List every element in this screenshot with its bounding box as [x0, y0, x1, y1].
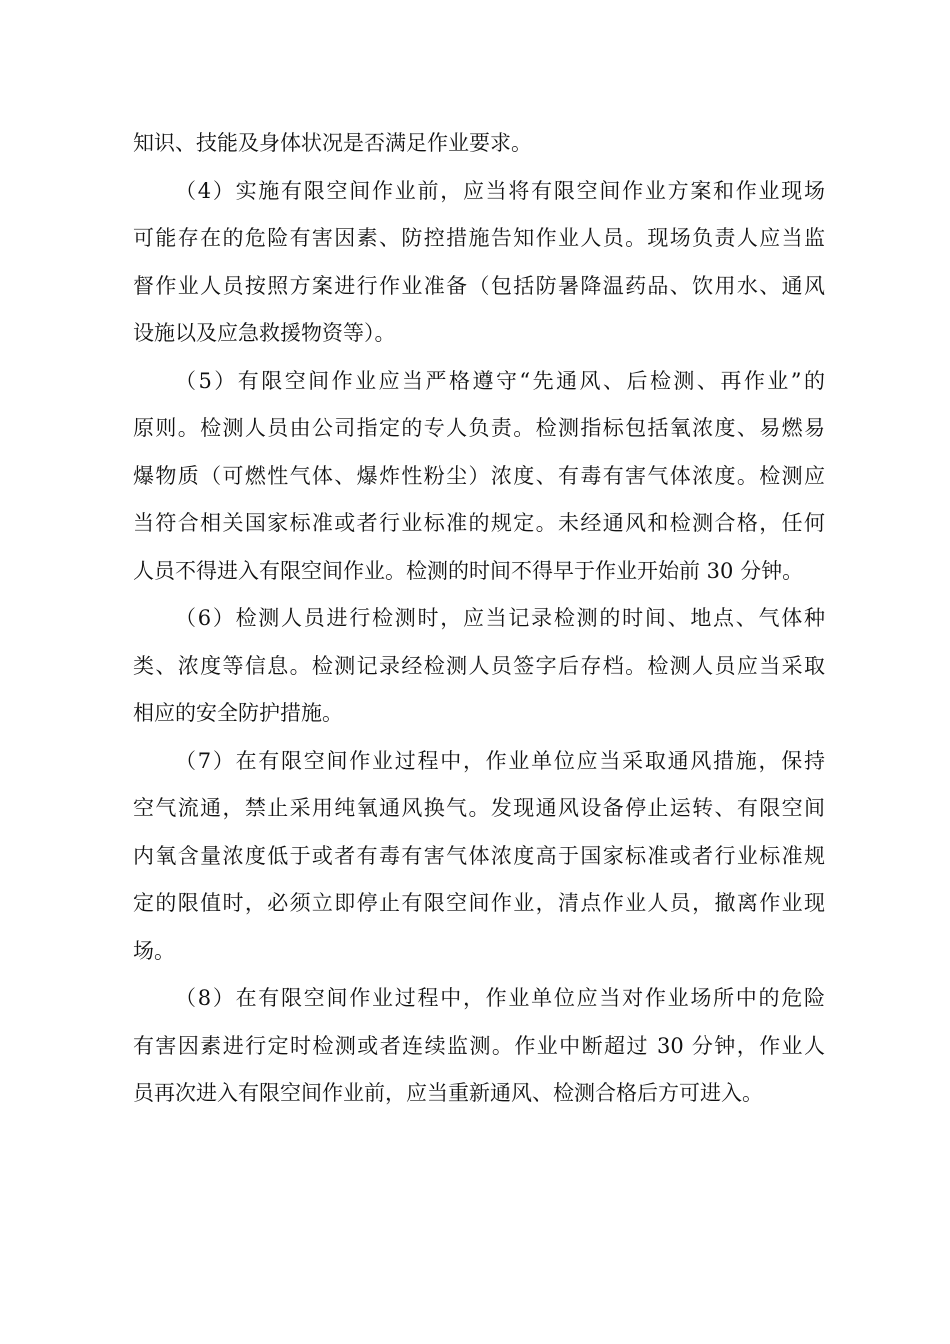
- text-line: 可能存在的危险有害因素、防控措施告知作业人员。现场负责人应当监: [133, 226, 825, 250]
- text-line: 当符合相关国家标准或者行业标准的规定。未经通风和检测合格，任何: [133, 511, 825, 535]
- text-line: 空气流通，禁止采用纯氧通风换气。发现通风设备停止运转、有限空间: [133, 796, 825, 820]
- text-line: 设施以及应急救援物资等）。: [133, 321, 396, 345]
- text-line: （8）在有限空间作业过程中，作业单位应当对作业场所中的危险: [175, 986, 825, 1010]
- text-line: 有害因素进行定时检测或者连续监测。作业中断超过 30 分钟，作业人: [133, 1033, 825, 1058]
- text-line: 人员不得进入有限空间作业。检测的时间不得早于作业开始前 30 分钟。: [133, 558, 804, 583]
- text-line: 原则。检测人员由公司指定的专人负责。检测指标包括氧浓度、易燃易: [133, 416, 825, 440]
- text-line: （4）实施有限空间作业前，应当将有限空间作业方案和作业现场: [175, 178, 825, 203]
- body-text: [133, 120, 825, 1118]
- text-line: （7）在有限空间作业过程中，作业单位应当采取通风措施，保持: [175, 748, 825, 773]
- text-line: 内氧含量浓度低于或者有毒有害气体浓度高于国家标准或者行业标准规: [133, 843, 825, 868]
- text-line: （6）检测人员进行检测时，应当记录检测的时间、地点、气体种: [175, 606, 825, 630]
- text-line: 爆物质（可燃性气体、爆炸性粉尘）浓度、有毒有害气体浓度。检测应: [133, 463, 825, 488]
- text-line: 类、浓度等信息。检测记录经检测人员签字后存档。检测人员应当采取: [133, 653, 825, 678]
- text-line: （5）有限空间作业应当严格遵守“先通风、后检测、再作业”的: [175, 368, 825, 393]
- text-line: 定的限值时，必须立即停止有限空间作业，清点作业人员，撤离作业现: [133, 891, 825, 915]
- text-line: 督作业人员按照方案进行作业准备（包括防暑降温药品、饮用水、通风: [133, 273, 825, 298]
- text-line: 知识、技能及身体状况是否满足作业要求。: [133, 131, 532, 155]
- text-line: 员再次进入有限空间作业前，应当重新通风、检测合格后方可进入。: [133, 1081, 763, 1105]
- text-line: 场。: [133, 938, 175, 963]
- text-line: 相应的安全防护措施。: [133, 701, 343, 725]
